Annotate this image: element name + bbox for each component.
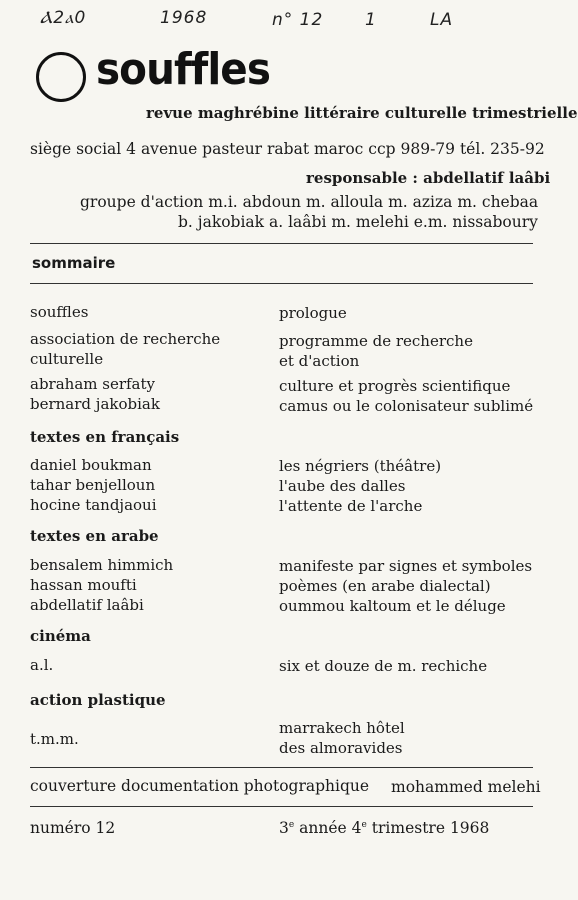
toc-left <box>30 729 79 749</box>
toc-author: hocine tandjaoui <box>30 496 157 514</box>
toc-left <box>30 374 160 414</box>
handwritten-initials: LA <box>430 10 454 30</box>
toc-right <box>279 331 473 371</box>
toc-title: et d'action <box>279 352 360 370</box>
toc-title: les négriers (théâtre) <box>279 457 442 475</box>
handwritten-note: Ⲁ2ⲁ0 <box>40 8 87 28</box>
couverture-name: mohammed melehi <box>391 778 541 796</box>
toc-right <box>279 303 347 323</box>
divider <box>30 806 533 807</box>
toc-left <box>30 655 53 675</box>
annee-trimestre: 3e année 4e trimestre 1968 <box>279 819 490 837</box>
toc-right <box>279 456 441 516</box>
toc-author: a.l. <box>30 656 54 674</box>
toc-left <box>30 555 173 615</box>
toc-left <box>30 455 157 515</box>
siege-social: siège social 4 avenue pasteur rabat maroc ccp 989-79 tél. 235-92 <box>30 140 545 158</box>
toc-title: culture et progrès scientifique <box>279 377 511 395</box>
toc-right <box>279 376 533 416</box>
toc-author: t.m.m. <box>30 730 79 748</box>
numero: numéro 12 <box>30 819 116 837</box>
divider <box>30 243 533 244</box>
section-title-plastique: action plastique <box>30 691 166 709</box>
logo-wordmark: souffles <box>96 44 271 95</box>
toc-author: souffles <box>30 303 89 321</box>
handwritten-issue: n° 12 <box>272 10 324 30</box>
groupe-line-1: groupe d'action m.i. abdoun m. alloula m. aziza m. chebaa <box>80 193 539 211</box>
toc-author: daniel boukman <box>30 456 152 474</box>
toc-left <box>30 302 88 322</box>
section-title-francais: textes en français <box>30 428 180 446</box>
toc-author: bernard jakobiak <box>30 395 160 413</box>
toc-author: association de recherche <box>30 330 221 348</box>
toc-title: camus ou le colonisateur sublimé <box>279 397 534 415</box>
toc-title: prologue <box>279 304 347 322</box>
toc-author: culturelle <box>30 350 104 368</box>
section-title-arabe: textes en arabe <box>30 527 159 545</box>
divider <box>30 283 533 284</box>
toc-title: l'attente de l'arche <box>279 497 423 515</box>
logo-circle-icon <box>36 52 86 102</box>
toc-author: hassan moufti <box>30 576 137 594</box>
toc-right <box>279 656 487 676</box>
subtitle: revue maghrébine littéraire culturelle trimestrielle <box>146 104 578 122</box>
toc-title: marrakech hôtel <box>279 719 405 737</box>
section-title-cinema: cinéma <box>30 627 91 645</box>
groupe-line-2: b. jakobiak a. laâbi m. melehi e.m. nissaboury <box>178 213 538 231</box>
toc-author: abraham serfaty <box>30 375 155 393</box>
toc-title: des almoravides <box>279 739 403 757</box>
couverture-label: couverture documentation photographique <box>30 777 370 795</box>
handwritten-number: 1 <box>365 10 377 30</box>
sommaire-heading: sommaire <box>32 254 116 272</box>
toc-title: manifeste par signes et symboles <box>279 557 533 575</box>
toc-left <box>30 329 220 369</box>
toc-title: l'aube des dalles <box>279 477 406 495</box>
toc-title: programme de recherche <box>279 332 473 350</box>
toc-title: oummou kaltoum et le déluge <box>279 597 506 615</box>
toc-title: six et douze de m. rechiche <box>279 657 488 675</box>
toc-author: abdellatif laâbi <box>30 596 144 614</box>
responsable: responsable : abdellatif laâbi <box>306 169 551 187</box>
divider <box>30 767 533 768</box>
toc-author: bensalem himmich <box>30 556 174 574</box>
toc-right <box>279 718 405 758</box>
toc-title: poèmes (en arabe dialectal) <box>279 577 491 595</box>
toc-right <box>279 556 532 616</box>
handwritten-year: 1968 <box>160 8 208 28</box>
toc-author: tahar benjelloun <box>30 476 156 494</box>
